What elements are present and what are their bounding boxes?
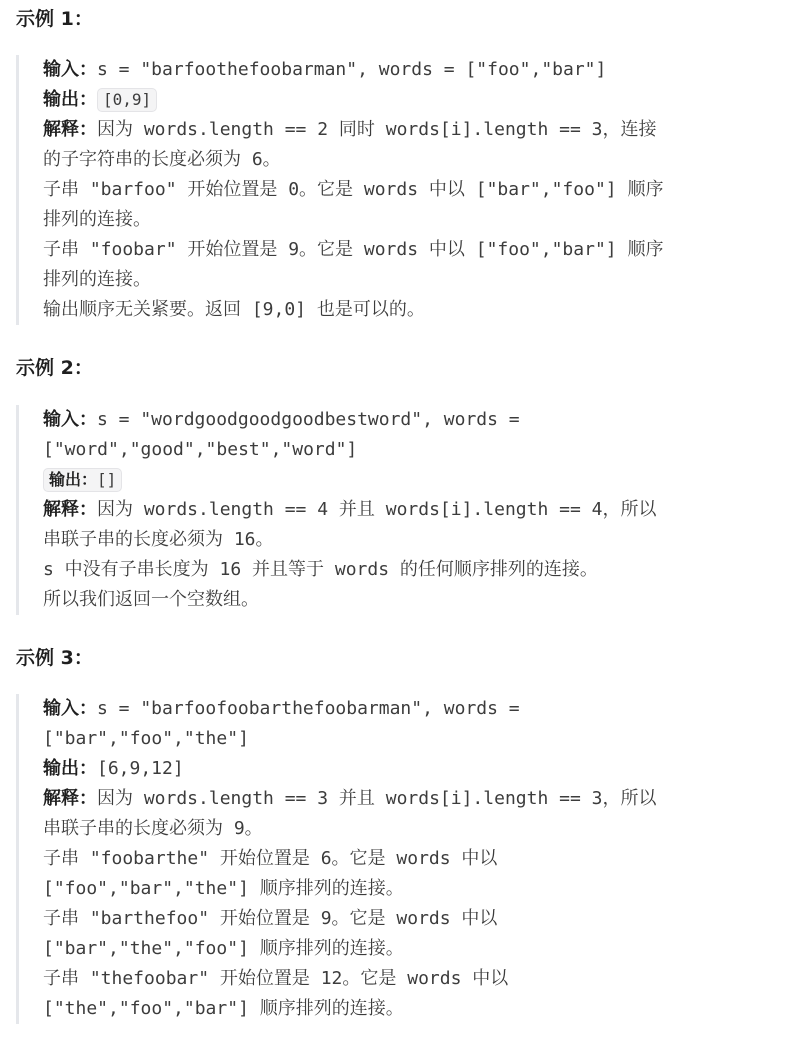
input-label: 输入： — [43, 698, 97, 719]
explain-line: 排列的连接。 — [43, 269, 151, 290]
explain-line: s 中没有子串长度为 16 并且等于 words 的任何顺序排列的连接。 — [43, 559, 598, 580]
input-value: s = "wordgoodgoodgoodbestword", words = — [97, 409, 520, 430]
example-2-title: 示例 2： — [16, 357, 93, 379]
explain-text: 因为 words.length == 3 并且 words[i].length == 3，所以 — [97, 788, 657, 809]
explain-line: 子串 "foobarthe" 开始位置是 6。它是 words 中以 — [43, 848, 498, 869]
output-label: 输出： — [43, 89, 97, 110]
explain-line — [43, 784, 768, 814]
explain-line — [43, 495, 768, 525]
explain-line: 串联子串的长度必须为 16。 — [43, 529, 274, 550]
output-label: 输出： — [43, 758, 97, 779]
explain-line: ["foo","bar","the"] 顺序排列的连接。 — [43, 878, 404, 899]
explain-line: 子串 "foobar" 开始位置是 9。它是 words 中以 ["foo","bar"] 顺序 — [43, 239, 664, 260]
output-label: 输出： — [49, 470, 98, 489]
explain-line: ["bar","the","foo"] 顺序排列的连接。 — [43, 938, 404, 959]
example-1-title: 示例 1： — [16, 8, 93, 30]
output-value — [43, 468, 122, 492]
input-value: s = "barfoothefoobarman", words = ["foo","bar"] — [97, 59, 607, 80]
output-text: [] — [97, 470, 117, 489]
explain-line: 子串 "thefoobar" 开始位置是 12。它是 words 中以 — [43, 968, 509, 989]
explain-line: 子串 "barfoo" 开始位置是 0。它是 words 中以 ["bar","foo"] 顺序 — [43, 179, 664, 200]
input-line — [43, 405, 768, 435]
explain-line: 所以我们返回一个空数组。 — [43, 589, 259, 610]
input-line — [43, 694, 768, 724]
explain-label: 解释： — [43, 119, 97, 140]
explain-line: 的子字符串的长度必须为 6。 — [43, 149, 281, 170]
example-2-block — [16, 405, 776, 615]
explain-line: 排列的连接。 — [43, 209, 151, 230]
output-value: [0,9] — [97, 88, 157, 112]
explain-text: 因为 words.length == 2 同时 words[i].length == 3，连接 — [97, 119, 657, 140]
input-label: 输入： — [43, 59, 97, 80]
explain-line: 子串 "barthefoo" 开始位置是 9。它是 words 中以 — [43, 908, 498, 929]
example-1-block — [16, 55, 776, 325]
input-line: ["word","good","best","word"] — [43, 439, 358, 460]
explain-label: 解释： — [43, 788, 97, 809]
explain-text: 因为 words.length == 4 并且 words[i].length == 4，所以 — [97, 499, 657, 520]
output-line — [43, 465, 768, 495]
example-3-block — [16, 694, 776, 1024]
explain-label: 解释： — [43, 499, 97, 520]
input-line — [43, 55, 768, 85]
explain-line: 输出顺序无关紧要。返回 [9,0] 也是可以的。 — [43, 299, 425, 320]
output-line — [43, 85, 768, 115]
explain-line — [43, 115, 768, 145]
explain-line: ["the","foo","bar"] 顺序排列的连接。 — [43, 998, 404, 1019]
explain-line: 串联子串的长度必须为 9。 — [43, 818, 263, 839]
input-label: 输入： — [43, 409, 97, 430]
input-value: s = "barfoofoobarthefoobarman", words = — [97, 698, 520, 719]
input-line: ["bar","foo","the"] — [43, 728, 249, 749]
example-3-title: 示例 3： — [16, 647, 93, 669]
output-value: [6,9,12] — [97, 758, 184, 779]
output-line — [43, 754, 768, 784]
